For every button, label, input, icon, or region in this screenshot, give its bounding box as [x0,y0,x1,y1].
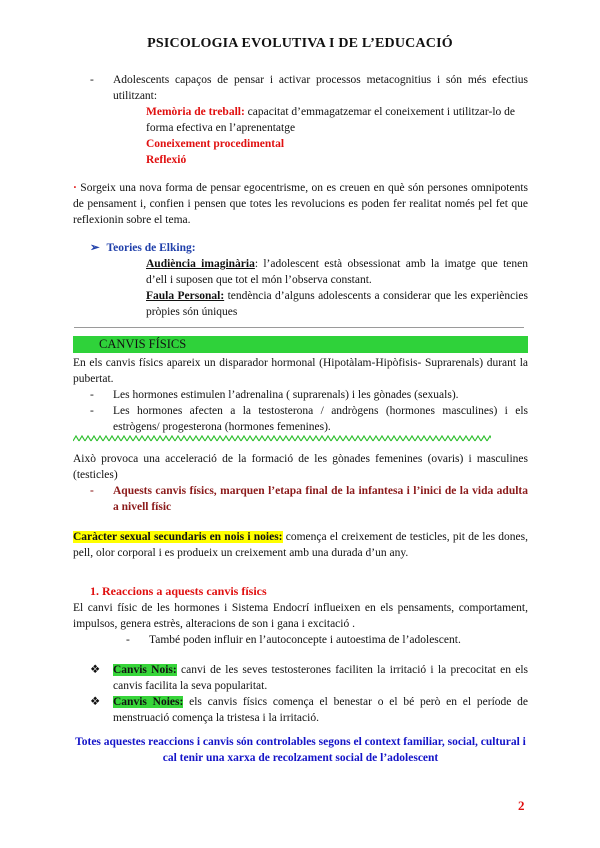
list-item [90,662,528,694]
elking-heading [90,240,196,256]
dash-bullet: - [126,634,130,646]
memoria-line [146,104,528,136]
infancia-item [90,483,528,515]
nois-label: Canvis Nois: [113,664,177,676]
audiencia-label: Audiència imaginària [146,258,255,270]
audiencia-item [146,256,528,288]
autoconcepte-item [126,632,528,648]
decorative-zigzag-line [73,435,491,443]
egocentrism-text: Sorgeix una nova forma de pensar egocentrisme, on es creuen en què són persones omnipotents de pensament i, confien i pensen que totes les revolucions es poden fer realitat només pel fet que reflexionin sobre el tema. [73,182,528,226]
page-number: 2 [518,798,525,813]
audiencia-text: : l’adolescent està obsessionat amb la imatge que tenen d’ell i suposen que tot el món l’observa constant. [146,258,528,286]
reaccions-heading [90,583,267,599]
caracter-paragraph [73,529,528,561]
noies-label: Canvis Noies: [113,696,184,708]
list-item [90,694,528,726]
list-item-text: Les hormones afecten a la testosterona / andrògens (hormones masculines) i els estrògens/ progesterona (hormones femenines). [113,405,528,433]
arrow-icon: ➢ [90,242,100,254]
metacog-sublist [146,104,528,168]
list-item [90,387,528,403]
conclusio-paragraph: Totes aquestes reaccions i canvis són controlables segons el context familiar, social, cultural i cal tenir una xarxa de recolzament social de l’adolescent [75,736,526,764]
reaccions-intro: El canvi físic de les hormones i Sistema Endocrí influeixen en els pensaments, comportament, impulsos, genera estrès, alteracions de son i gana i excitació . [73,602,528,630]
caracter-label: Caràcter sexual secundaris en nois i noies: [73,531,283,543]
metacog-intro: Adolescents capaços de pensar i activar processos metacognitius i són més efectius utilitzant: [113,74,528,102]
reflexio-line: Reflexió [146,154,187,166]
list-item-text: Les hormones estimulen l’adrenalina ( suprarenals) i les gònades (sexuals). [113,389,459,401]
red-dot-marker: · [73,182,77,194]
nois-text: canvi de les seves testosterones faciliten la irritació i la precocitat en els canvis facilita la seva popularitat. [113,664,529,692]
acceleracio-paragraph: Això provoca una acceleració de la formació de les gònades femenines (ovaris) i masculines (testicles) [73,453,528,481]
reaccions-heading-text: 1. Reaccions a aquests canvis físics [90,584,267,598]
reaccions-list [90,662,528,726]
faula-item [146,288,528,320]
caracter-text: comença el creixement de testicles, pit de les dones, pell, olor corporal i es produeix un creixement amb una durada d’un any. [73,531,529,559]
egocentrism-paragraph [73,180,528,228]
memoria-text: capacitat d’emmagatzemar el coneixement i utilitzar-lo de forma efectiva en l’aprenentatge [146,106,516,134]
section-divider [74,327,524,328]
dash-bullet: - [90,485,94,497]
dash-bullet: - [90,405,94,417]
diamond-bullet-icon: ❖ [90,664,101,676]
canvis-list [90,387,528,435]
autoconcepte-text: També poden influir en l’autoconcepte i autoestima de l’adolescent. [149,634,461,646]
noies-text: els canvis físics comença el benestar o el bé però en el període de menstruació comença la tristesa i la irritació. [113,696,529,724]
faula-text: tendència d’alguns adolescents a considerar que les experiències pròpies són úniques [146,290,529,318]
faula-label: Faula Personal: [146,290,225,302]
infancia-text: Aquests canvis físics, marquen l’etapa final de la infantesa i l’inici de la vida adulta a nivell físic [113,485,528,513]
elking-title: Teories de Elking: [106,242,196,254]
canvis-heading: CANVIS FÍSICS [99,337,187,351]
dash-bullet: - [90,389,94,401]
page-title: PSICOLOGIA EVOLUTIVA I DE L’EDUCACIÓ [147,36,453,51]
dash-bullet: - [90,74,94,86]
memoria-label: Memòria de treball: [146,106,245,118]
list-item [90,403,528,435]
diamond-bullet-icon: ❖ [90,696,101,708]
canvis-intro: En els canvis físics apareix un disparador hormonal (Hipotàlam-Hipòfisis- Suprarenals) durant la pubertat. [73,357,528,385]
coneixement-line: Coneixement procedimental [146,138,285,150]
section-band-canvis [73,336,528,353]
metacog-item [90,72,528,104]
